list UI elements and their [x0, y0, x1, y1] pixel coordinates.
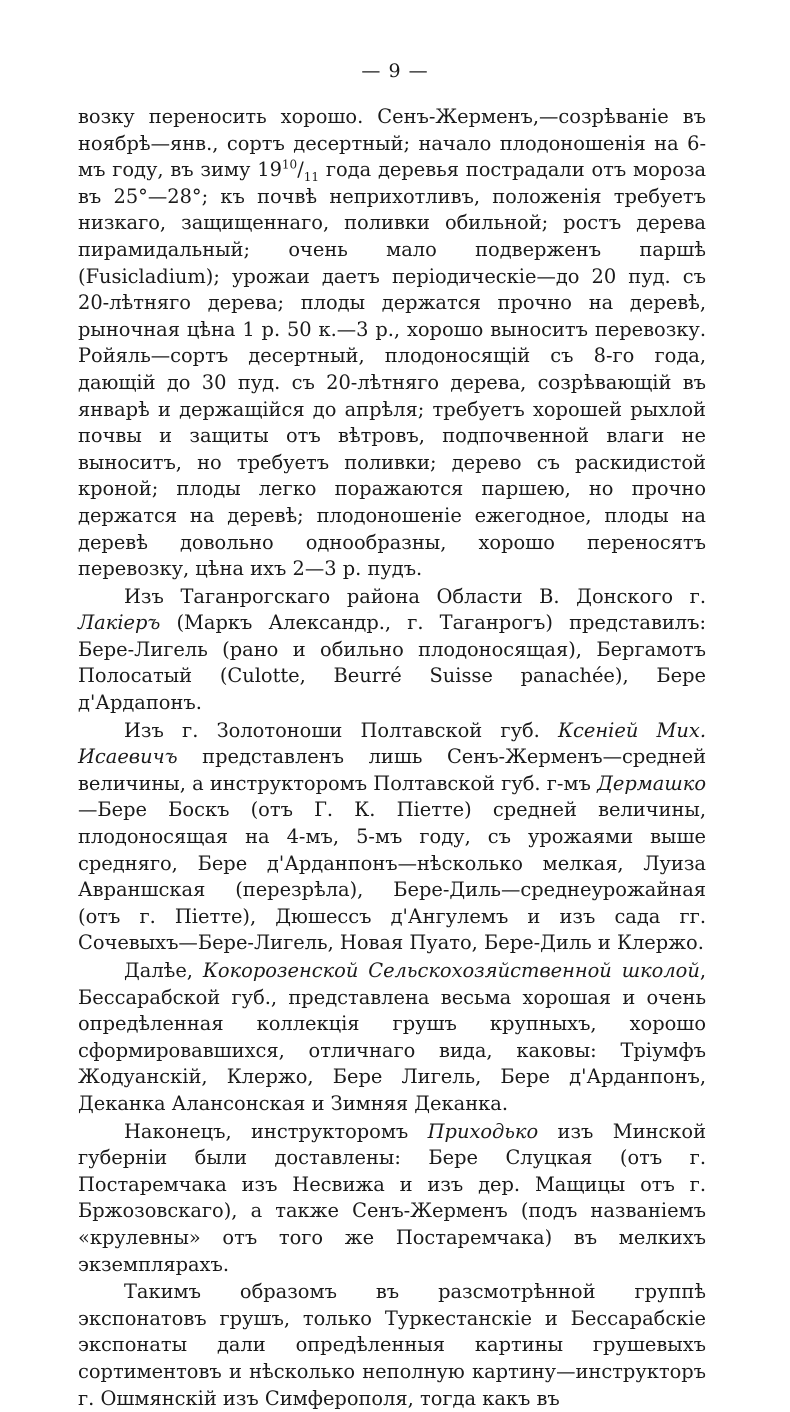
emphasized-name: Дермашко: [597, 771, 706, 795]
paragraph: [78, 958, 706, 1118]
text-segment: 11: [303, 170, 320, 185]
text-segment: (Маркъ Александр., г. Таганрогъ) представилъ: Бере-Лигель (рано и обильно плодоносящая), Бергамотъ Полосатый (Culotte, Beurré Suisse panachée), Бере д'Ардапонъ.: [78, 611, 706, 715]
text-segment: , Бессарабской губ., представлена весьма хорошая и очень опредѣленная коллекція грушъ крупныхъ, хорошо сформировавшихся, отличнаго вида, каковы: Тріумфъ Жодуанскій, Клержо, Бере Лигель, Бере д'Арданпонъ, Деканка Алансонская и Зимняя Деканка.: [78, 959, 707, 1115]
page-number: — 9 —: [361, 60, 429, 82]
text-segment: /: [297, 158, 304, 182]
text-segment: 10: [281, 157, 298, 172]
emphasized-name: Кокорозенской Сельскохозяйственной школой: [202, 959, 700, 982]
text-segment: Наконецъ, инструкторомъ: [124, 1119, 428, 1143]
paragraph: [78, 104, 706, 583]
text-segment: представленъ лишь Сенъ-Жерменъ—средней величины, а инструкторомъ Полтавской губ. г-мъ: [78, 745, 706, 795]
text-segment: Изъ Таганрогскаго района Области В. Донского г.: [124, 584, 706, 608]
emphasized-name: Лакіеръ: [78, 611, 161, 635]
paragraph: [78, 1279, 706, 1412]
text-segment: —Бере Боскъ (отъ Г. К. Піетте) средней величины, плодоносящая на 4-мъ, 5-мъ году, съ урожаями выше средняго, Бере д'Арданпонъ—нѣсколько мелкая, Луиза Авраншская (перезрѣла), Бере-Диль—среднеурожайная (отъ г. Піетте), Дюшессъ д'Ангулемъ и изъ сада гг. Сочевыхъ—Бере-Лигель, Новая Пуато, Бере-Диль и Клержо.: [78, 798, 706, 955]
paragraph: [78, 1119, 706, 1279]
text-segment: возку переносить хорошо. Сенъ-Жерменъ,—созрѣваніе въ ноябрѣ—янв., сортъ десертный; начало плодоношенія на 6-мъ году, въ зиму 19: [78, 105, 706, 182]
paragraph: [78, 718, 706, 957]
emphasized-name: Приходько: [427, 1119, 539, 1143]
emphasized-name: Ксеніей Мих. Исаевичъ: [78, 718, 706, 769]
paragraph: [78, 584, 706, 717]
text-segment: Изъ г. Золотоноши Полтавской губ.: [124, 718, 559, 742]
text-segment: Такимъ образомъ въ разсмотрѣнной группѣ экспонатовъ грушъ, только Туркестанскіе и Бессарабскіе экспонаты дали опредѣленныя картины грушевыхъ сортиментовъ и нѣсколько неполную картину—инструкторъ г. Ошмянскій изъ Симферополя, тогда какъ въ: [78, 1280, 706, 1410]
text-segment: изъ Минской губерніи были доставлены: Бере Слуцкая (отъ г. Постаремчака изъ Несвижа и изъ дер. Мащицы отъ г. Бржозовскаго), а также Сенъ-Жерменъ (подъ названіемъ «крулевны» отъ того же Постаремчака) въ мелкихъ экземплярахъ.: [78, 1119, 706, 1276]
body-text: [78, 104, 706, 1412]
text-segment: года деревья пострадали отъ мороза въ 25°—28°; къ почвѣ неприхотливъ, положенія требуетъ низкаго, защищеннаго, поливки обильной; ростъ дерева пирамидальный; очень мало подверженъ паршѣ (Fusicladium); урожаи даетъ періодическіе—до 20 пуд. съ 20-лѣтняго дерева; плоды держатся прочно на деревѣ, рыночная цѣна 1 р. 50 к.—3 р., хорошо выноситъ перевозку. Ройяль—сортъ десертный, плодоносящій съ 8-го года, дающій до 30 пуд. съ 20-лѣтняго дерева, созрѣвающій въ январѣ и держащійся до апрѣля; требуетъ хорошей рыхлой почвы и защиты отъ вѣтровъ, подпочвенной влаги не выноситъ, но требуетъ поливки; дерево съ раскидистой кроной; плоды легко поражаются паршею, но прочно держатся на деревѣ; плодоношеніе ежегодное, плоды на деревѣ довольно однообразны, хорошо переносятъ перевозку, цѣна ихъ 2—3 р. пудъ.: [78, 158, 706, 581]
text-segment: Далѣе,: [124, 959, 203, 982]
